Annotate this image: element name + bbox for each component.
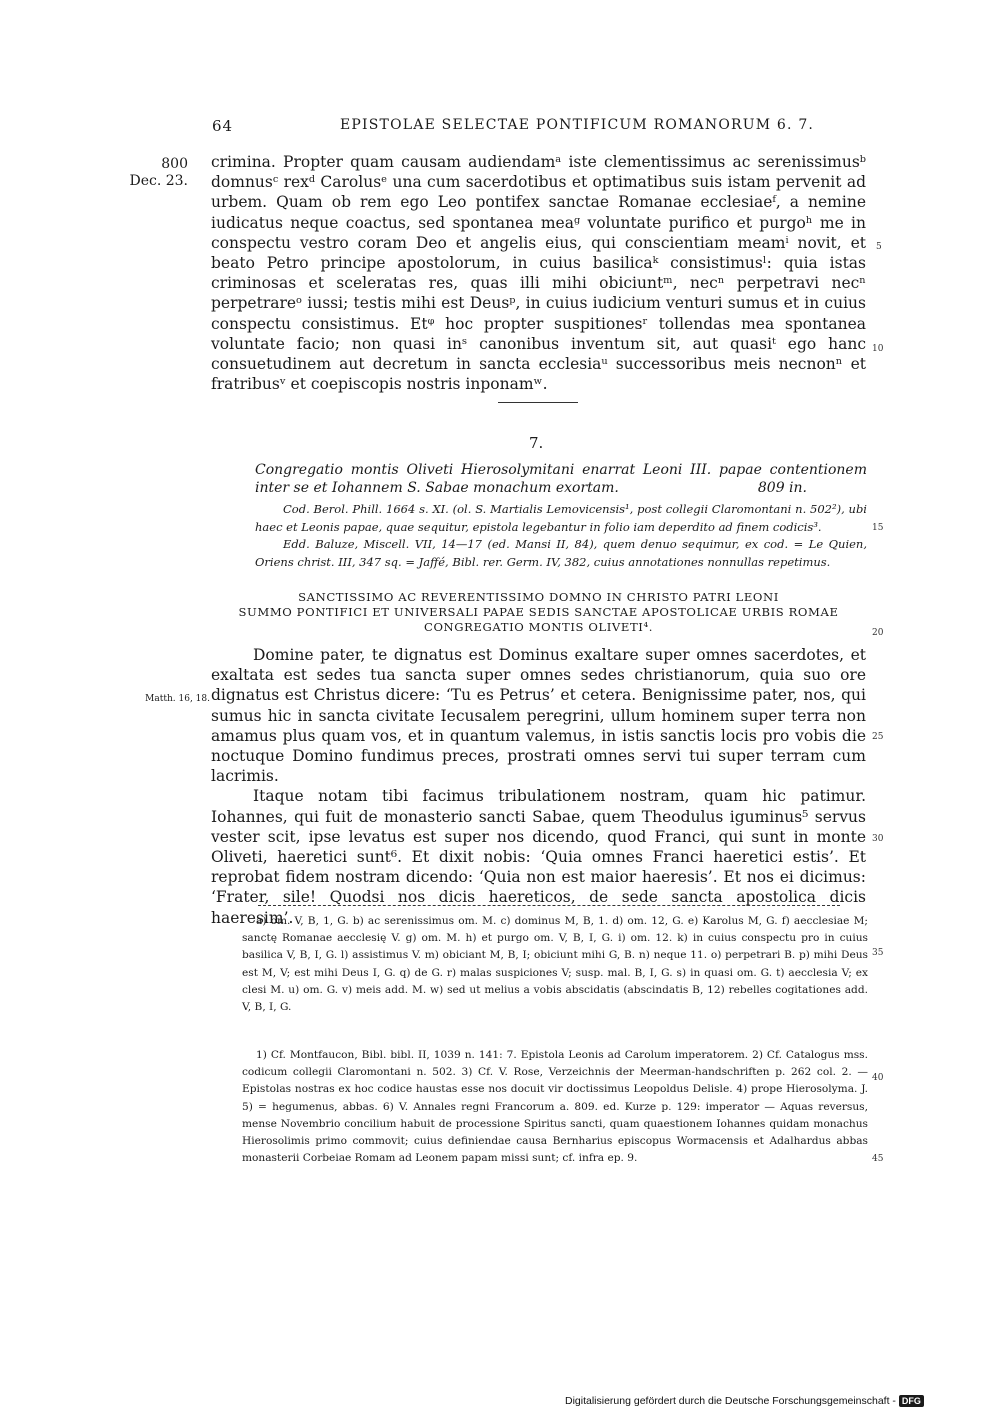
margin-bible-reference: Matth. 16, 18. xyxy=(145,694,210,704)
margin-date-year: 800 xyxy=(161,156,188,172)
line-number: 10 xyxy=(872,344,884,354)
source-codex: Cod. Berol. Phill. 1664 s. XI. (ol. S. Martialis Lemovicensis¹, post collegii Claromontani n. 502²), ubi haec et Leonis papae, quae sequitur, epistola legebantur in folio iam deperdito ad finem codicis³. xyxy=(255,502,867,534)
line-number: 30 xyxy=(872,834,884,844)
critical-apparatus xyxy=(242,913,868,1016)
margin-date-day: Dec. 23. xyxy=(129,173,188,189)
dfg-logo-icon: DFG xyxy=(899,1395,924,1407)
line-number: 40 xyxy=(872,1073,884,1083)
line-number: 15 xyxy=(872,523,884,533)
address-line: SANCTISSIMO AC REVERENTISSIMO DOMNO IN CHRISTO PATRI LEONI xyxy=(298,590,779,604)
line-number: 35 xyxy=(872,948,884,958)
letter-7-body xyxy=(211,645,866,928)
footnotes xyxy=(242,1047,868,1167)
page-number: 64 xyxy=(212,117,234,135)
line-number: 45 xyxy=(872,1154,884,1164)
letter-6-text xyxy=(211,152,866,394)
running-head: EPISTOLAE SELECTAE PONTIFICUM ROMANORUM 6. 7. xyxy=(340,117,815,133)
funding-notice xyxy=(565,1395,924,1407)
source-editions: Edd. Baluze, Miscell. VII, 14—17 (ed. Mansi II, 84), quem denuo sequimur, ex cod. = Le Quien, Oriens christ. III, 347 sq. = Jaffé, Bibl. rer. Germ. IV, 382, cuius annotationes nonnullas repetimus. xyxy=(255,537,867,569)
address-line: SUMMO PONTIFICI ET UNIVERSALI PAPAE SEDIS SANCTAE APOSTOLICAE URBIS ROMAE xyxy=(238,605,839,619)
section-separator xyxy=(498,402,578,403)
address-line: CONGREGATIO MONTIS OLIVETI⁴. xyxy=(423,620,653,634)
letter-7-paragraph-2: Itaque notam tibi facimus tribulationem nostram, quam hic patimur. Iohannes, qui fuit de monasterio sancti Sabae, quem Theodulus iguminus⁵ servus vester scit, ipse levatus est super nos dicendo, quod Franci, qui sunt in monte Oliveti, haeretici sunt⁶. Et dixit nobis: ‘Quia omnes Franci haeretici estis’. Et reprobat fidem nostram dicendo: ‘Quia non est maior haeresis’. Et nos ei dicimus: ‘Frater, sile! Quodsi nos dicis haereticos, de sede sancta apostolica dicis haeresim’. xyxy=(211,787,866,927)
summary-date: 809 in. xyxy=(757,480,807,496)
apparatus-text: a) om. V, B, 1, G. b) ac serenissimus om. M. c) dominus M, B, 1. d) om. 12, G. e) Karolus M, G. f) aecclesiae M; sanctę Romanae aecclesię V. g) om. M. h) et purgo om. V, B, I, G. i) om. 12. k) in cuius conspectu pro in cuius basilica V, B, I, G. l) assistimus V. m) obiciant M, B, I; obiciunt mihi G, B. n) neque 11. o) perpetrari B. p) mihi Deus est M, V; est mihi Deus I, G. q) de G. r) malas suspiciones V; susp. mal. B, I, G. s) in quasi om. G. t) aecclesia V; ex clesi M. u) om. G. v) meis add. M. w) sed ut melius a vobis abscidatis (abscindatis B, 12) rebelles cogitationes add. V, B, I, G. xyxy=(242,915,868,1014)
footnotes-text: 1) Cf. Montfaucon, Bibl. bibl. II, 1039 n. 141: 7. Epistola Leonis ad Carolum imperatorem. 2) Cf. Catalogus mss. codicum collegii Claromontani n. 502. 3) Cf. V. Rose, Verzeichnis der Meerman-handschriften p. 262 col. 2. — Epistolas nostras ex hoc codice haustas esse nos docuit vir doctissimus Leopoldus Delisle. 4) prope Hierosolyma. J. 5) = hegumenus, abbas. 6) V. Annales regni Francorum a. 809. ed. Kurze p. 129: imperator — Aquas reversus, mense Novembrio concilium habuit de processione Spiritus sancti, quam quaestionem Iohannes quidam monachus Hierosolimis primo commovit; cuius definiendae causa Bernharius episcopus Wormacensis et Adalhardus abbas monasterii Corbeiae Romam ad Leonem papam missi sunt; cf. infra ep. 9. xyxy=(242,1049,868,1165)
line-number: 20 xyxy=(872,628,884,638)
summary-text: Congregatio montis Oliveti Hierosolymitani enarrat Leoni III. papae contentionem inter se et Iohannem S. Sabae monachum exortam. xyxy=(255,462,867,496)
manuscript-sources xyxy=(255,501,867,571)
line-number: 5 xyxy=(876,242,882,252)
letter-7-number: 7. xyxy=(529,434,544,452)
letter-6-paragraph: crimina. Propter quam causam audiendamᵃ iste clementissimus ac serenissimusᵇ domnusᶜ rexᵈ Carolusᵉ una cum sacerdotibus et optimatibus suis istam pervenit ad urbem. Quam ob rem ego Leo pontifex sanctae Romanae ecclesiaeᶠ, a nemine iudicatus neque coactus, sed spontanea meaᵍ voluntate purifico et purgoʰ me in conspectu vestro coram Deo et angelis eius, qui conscientiam meamⁱ novit, et beato Petro principe apostolorum, in cuius basilicaᵏ consistimusˡ: quia istas criminosas et sceleratas res, quas illi mihi obiciuntᵐ, necⁿ perpetravi necⁿ perpetrareᵒ iussi; testis mihi est Deusᵖ, in cuius iudicium venturi sumus et in cuius conspectu consistimus. Etᵠ hoc propter suspitionesʳ tollendas mea spontanea voluntate facio; non quasi inˢ canonibus inventum sit, aut quasiᵗ ego hanc consuetudinem aut decretum in sancta ecclesiaᵘ successoribus meis necnonⁿ et fratribusᵛ et coepiscopis nostris inponamʷ. xyxy=(211,153,866,394)
funding-text: Digitalisierung gefördert durch die Deutsche Forschungsgemeinschaft - xyxy=(565,1395,896,1407)
letter-7-paragraph-1: Domine pater, te dignatus est Dominus exaltare super omnes sacerdotes, et exaltata est sedes tua sancta super omnes sedes christianorum, quia suo ore dignatus est Christus dicere: ‘Tu es Petrus’ et cetera. Benignissime pater, nos, qui sumus hic in sancta civitate Iecusalem peregrini, ullum hominem super terra non amamus plus quam vos, et in quantum valemus, in istis sanctis locis pro vobis die noctuque Domino fundimus preces, prostrati omnes servi tui super terram cum lacrimis. xyxy=(211,646,866,786)
letter-7-summary xyxy=(255,461,867,497)
footnote-rule xyxy=(258,905,840,906)
line-number: 25 xyxy=(872,732,884,742)
letter-7-address xyxy=(211,590,866,635)
